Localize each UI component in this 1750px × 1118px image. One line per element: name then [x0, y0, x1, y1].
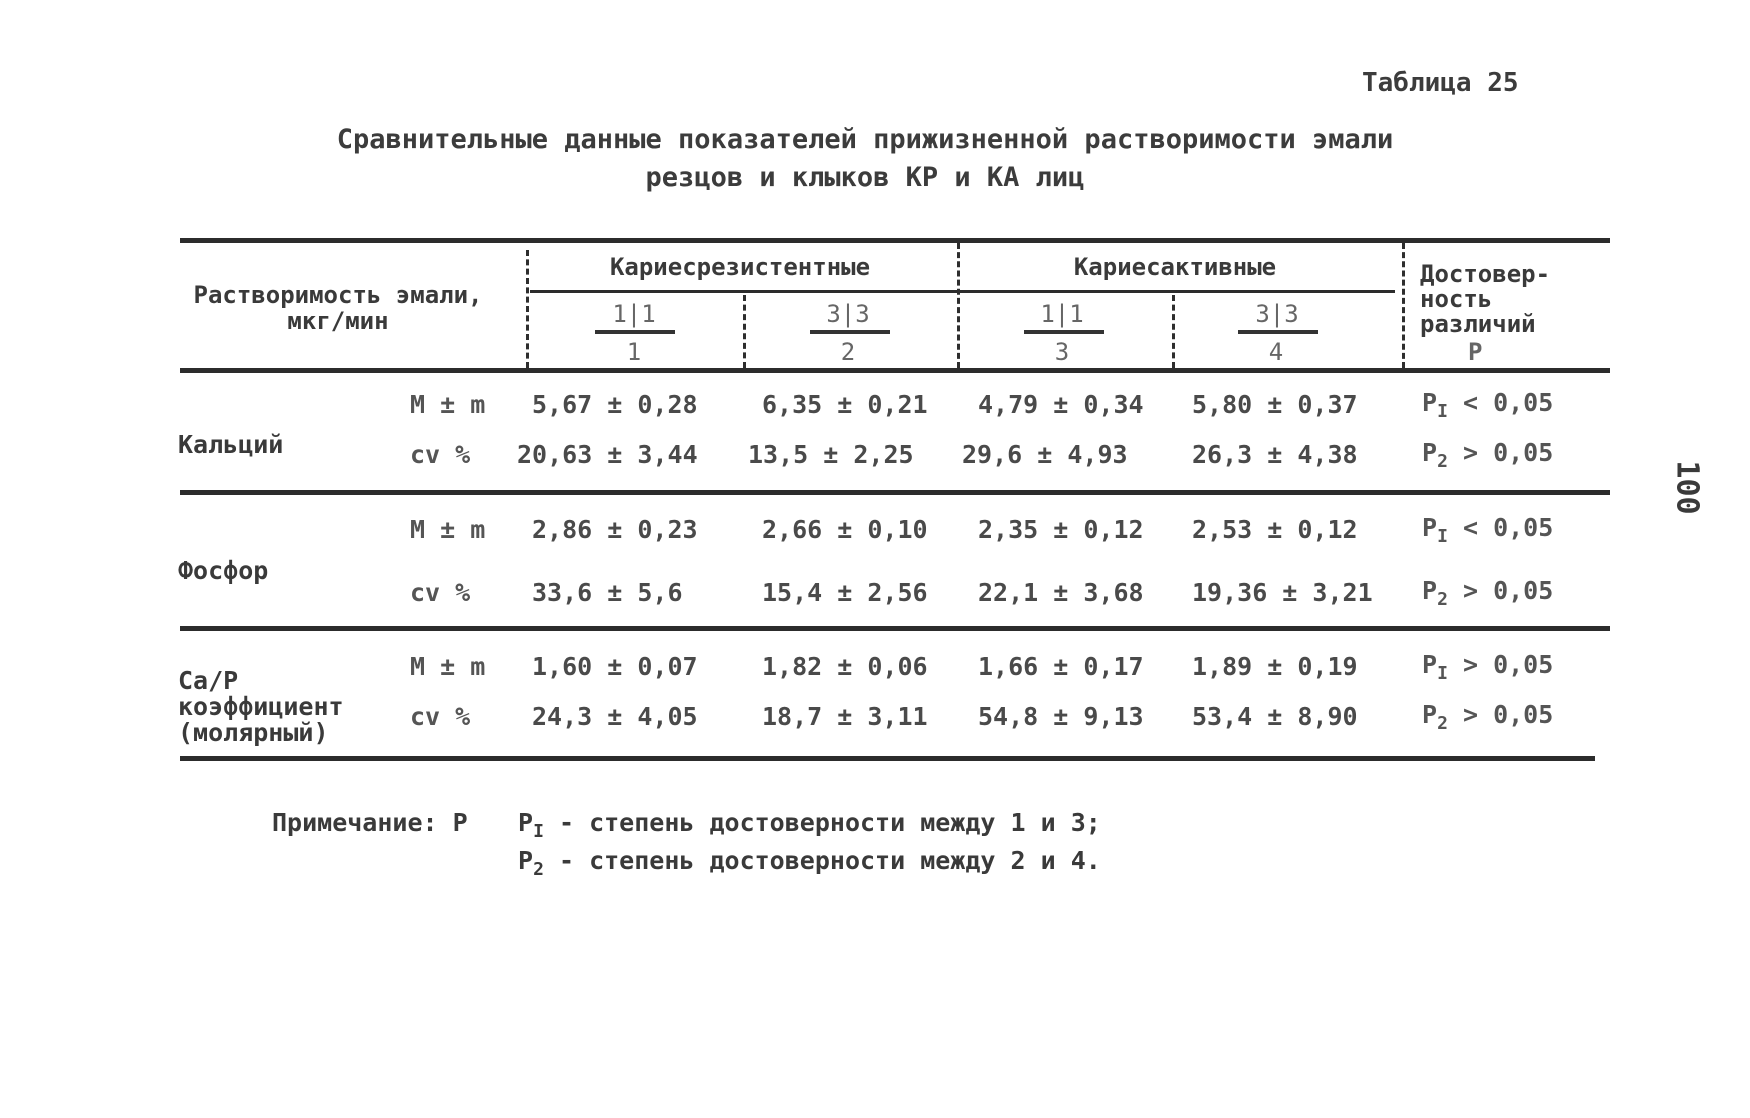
- row-name-ca-p-line2: коэффициент: [178, 692, 344, 721]
- table-top-rule: [180, 238, 1610, 243]
- cell: 22,1 ± 3,68: [978, 578, 1144, 607]
- table-bottom-rule: [180, 756, 1595, 761]
- header-divider-3: [957, 243, 960, 368]
- group-header-active: Кариесактивные: [1073, 253, 1277, 281]
- row-separator-1: [180, 490, 1610, 495]
- table-label: Таблица 25: [1362, 68, 1519, 98]
- header-divider-2: [743, 295, 746, 368]
- header-divider-4: [1172, 295, 1175, 368]
- cell: 53,4 ± 8,90: [1192, 702, 1358, 731]
- col1-number: 1: [626, 338, 642, 366]
- reliability-symbol: Р: [1468, 338, 1483, 366]
- row-name-ca-p-line3: (молярный): [178, 718, 329, 747]
- cell: 4,79 ± 0,34: [978, 390, 1144, 419]
- cell: 1,60 ± 0,07: [532, 652, 698, 681]
- row-name-phosphorus: Фосфор: [178, 556, 269, 585]
- col2-number: 2: [840, 338, 856, 366]
- row2-stat-mean: M ± m: [410, 515, 486, 544]
- col2-tooth-bar: [810, 330, 890, 334]
- header-divider-5: [1402, 243, 1405, 368]
- col3-number: 3: [1054, 338, 1070, 366]
- row3-p2: $P_2 > 0,05$: [1422, 700, 1554, 734]
- cell: 5,80 ± 0,37: [1192, 390, 1358, 419]
- col3-tooth: 1|1: [1040, 300, 1084, 328]
- cell: 29,6 ± 4,93: [962, 440, 1128, 469]
- cell: 1,66 ± 0,17: [978, 652, 1144, 681]
- cell: 13,5 ± 2,25: [748, 440, 914, 469]
- cell: 18,7 ± 3,11: [762, 702, 928, 731]
- row-separator-2: [180, 626, 1610, 631]
- cell: 19,36 ± 3,21: [1192, 578, 1373, 607]
- table-title-line-2: резцов и клыков КР и КА лиц: [645, 162, 1085, 193]
- row3-p1: $P_I > 0,05$: [1422, 650, 1554, 684]
- col4-number: 4: [1268, 338, 1284, 366]
- col1-tooth: 1|1: [612, 300, 656, 328]
- row1-stat-mean: M ± m: [410, 390, 486, 419]
- note-p1: $P_I$ - степень достоверности между 1 и 3;: [518, 808, 1101, 842]
- page-number: 100: [1669, 460, 1705, 515]
- header-divider-1: [526, 250, 529, 368]
- cell: 15,4 ± 2,56: [762, 578, 928, 607]
- row-name-ca-p-line1: Са/Р: [178, 666, 239, 695]
- col4-tooth: 3|3: [1255, 300, 1299, 328]
- cell: 24,3 ± 4,05: [532, 702, 698, 731]
- cell: 26,3 ± 4,38: [1192, 440, 1358, 469]
- row2-p1: $P_I < 0,05$: [1422, 513, 1554, 547]
- note-prefix: Примечание: Р: [272, 808, 468, 837]
- reliability-header: Достовер-ность различий: [1420, 260, 1551, 338]
- cell: 6,35 ± 0,21: [762, 390, 928, 419]
- cell: 2,66 ± 0,10: [762, 515, 928, 544]
- col4-tooth-bar: [1238, 330, 1318, 334]
- cell: 2,53 ± 0,12: [1192, 515, 1358, 544]
- row1-stat-cv: cv %: [410, 440, 471, 469]
- row1-p1: $P_I < 0,05$: [1422, 388, 1554, 422]
- row2-stat-cv: cv %: [410, 578, 471, 607]
- row-name-calcium: Кальций: [178, 430, 284, 459]
- row3-stat-mean: M ± m: [410, 652, 486, 681]
- col3-tooth-bar: [1024, 330, 1104, 334]
- cell: 2,86 ± 0,23: [532, 515, 698, 544]
- header-bottom-rule: [180, 368, 1610, 373]
- row3-stat-cv: cv %: [410, 702, 471, 731]
- col1-tooth-bar: [595, 330, 675, 334]
- group-header-resistant: Кариесрезистентные: [609, 253, 871, 281]
- cell: 5,67 ± 0,28: [532, 390, 698, 419]
- group-header-rule: [530, 290, 1395, 293]
- table-title-line-1: Сравнительные данные показателей прижизненной растворимости эмали: [336, 124, 1394, 155]
- cell: 20,63 ± 3,44: [517, 440, 698, 469]
- row-header-label: Растворимость эмали, мкг/мин: [193, 281, 483, 335]
- note-p2: $P_2$ - степень достоверности между 2 и 4.: [518, 846, 1101, 880]
- cell: 1,89 ± 0,19: [1192, 652, 1358, 681]
- cell: 33,6 ± 5,6: [532, 578, 683, 607]
- cell: 1,82 ± 0,06: [762, 652, 928, 681]
- row2-p2: $P_2 > 0,05$: [1422, 576, 1554, 610]
- cell: 2,35 ± 0,12: [978, 515, 1144, 544]
- col2-tooth: 3|3: [826, 300, 870, 328]
- cell: 54,8 ± 9,13: [978, 702, 1144, 731]
- row1-p2: $P_2 > 0,05$: [1422, 438, 1554, 472]
